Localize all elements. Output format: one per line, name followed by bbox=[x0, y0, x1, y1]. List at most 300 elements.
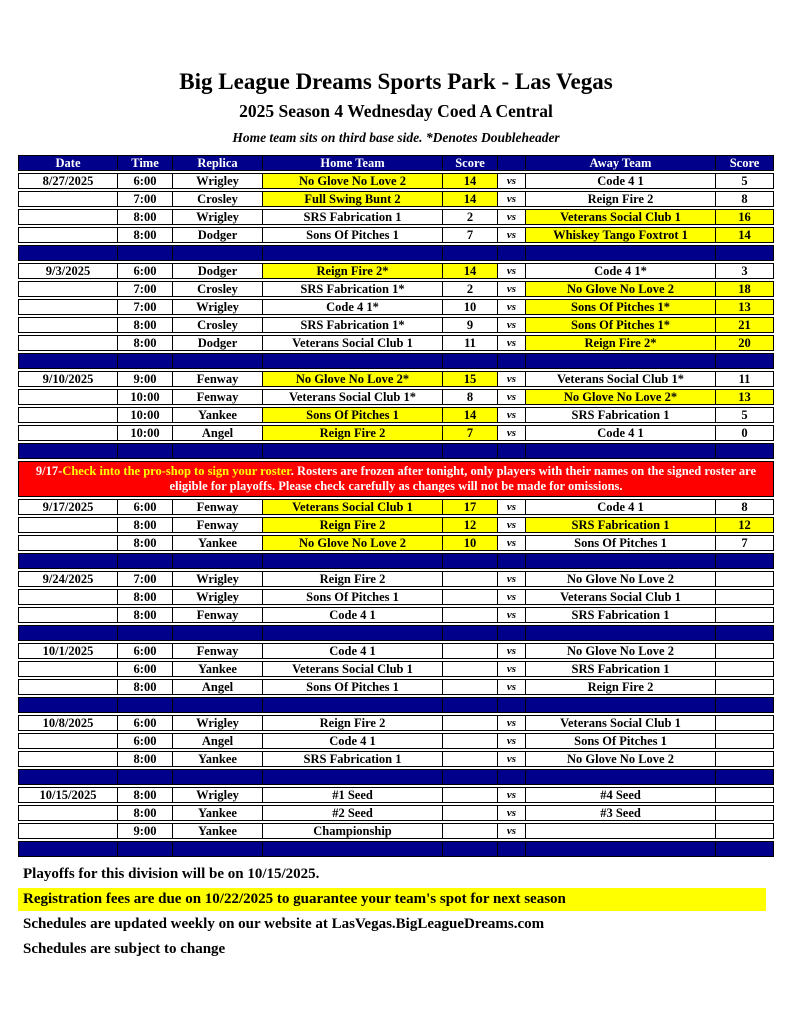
home-team-cell: SRS Fabrication 1 bbox=[263, 209, 443, 225]
notice-segment: . Rosters are frozen after tonight, only players with their names on the signed roster are eligible for playoffs. Please check carefully as changes will not be made for omissions. bbox=[169, 464, 757, 494]
separator-cell bbox=[498, 443, 526, 459]
away-score-cell: 12 bbox=[716, 517, 774, 533]
date-cell bbox=[18, 517, 118, 533]
game-row bbox=[18, 407, 774, 423]
replica-cell: Yankee bbox=[173, 535, 263, 551]
game-row bbox=[18, 571, 774, 587]
separator-row bbox=[18, 625, 774, 641]
time-cell: 8:00 bbox=[118, 607, 173, 623]
separator-cell bbox=[498, 769, 526, 785]
separator-cell bbox=[118, 245, 173, 261]
date-cell bbox=[18, 191, 118, 207]
separator-cell bbox=[263, 353, 443, 369]
home-team-cell: Reign Fire 2 bbox=[263, 715, 443, 731]
separator-cell bbox=[716, 841, 774, 857]
away-team-cell: Veterans Social Club 1 bbox=[526, 715, 716, 731]
away-team-cell: Veterans Social Club 1 bbox=[526, 209, 716, 225]
vs-cell: vs bbox=[498, 425, 526, 441]
home-score-cell bbox=[443, 733, 498, 749]
header-cell-replica: Replica bbox=[173, 155, 263, 171]
game-row bbox=[18, 299, 774, 315]
footer-subject-to-change-line: Schedules are subject to change bbox=[23, 940, 226, 957]
home-score-cell bbox=[443, 715, 498, 731]
home-team-cell: Veterans Social Club 1* bbox=[263, 389, 443, 405]
separator-cell bbox=[498, 697, 526, 713]
separator-cell bbox=[118, 443, 173, 459]
vs-cell: vs bbox=[498, 335, 526, 351]
vs-cell: vs bbox=[498, 281, 526, 297]
home-score-cell: 7 bbox=[443, 227, 498, 243]
away-team-cell: Code 4 1 bbox=[526, 425, 716, 441]
home-score-cell bbox=[443, 751, 498, 767]
separator-row bbox=[18, 353, 774, 369]
time-cell: 10:00 bbox=[118, 389, 173, 405]
notice-segment: Check into the pro-shop to sign your roster bbox=[62, 464, 291, 479]
game-row bbox=[18, 733, 774, 749]
away-team-cell: Veterans Social Club 1 bbox=[526, 589, 716, 605]
away-score-cell: 21 bbox=[716, 317, 774, 333]
separator-cell bbox=[263, 697, 443, 713]
separator-cell bbox=[18, 625, 118, 641]
home-score-cell bbox=[443, 589, 498, 605]
header-cell-date: Date bbox=[18, 155, 118, 171]
away-team-cell: Code 4 1 bbox=[526, 173, 716, 189]
home-score-cell: 10 bbox=[443, 299, 498, 315]
home-score-cell: 14 bbox=[443, 407, 498, 423]
away-score-cell: 13 bbox=[716, 299, 774, 315]
separator-cell bbox=[498, 245, 526, 261]
vs-cell: vs bbox=[498, 209, 526, 225]
vs-cell: vs bbox=[498, 733, 526, 749]
away-team-cell: No Glove No Love 2 bbox=[526, 751, 716, 767]
away-score-cell: 13 bbox=[716, 389, 774, 405]
time-cell: 10:00 bbox=[118, 425, 173, 441]
home-team-cell: Reign Fire 2 bbox=[263, 517, 443, 533]
away-score-cell bbox=[716, 715, 774, 731]
replica-cell: Angel bbox=[173, 733, 263, 749]
time-cell: 8:00 bbox=[118, 535, 173, 551]
time-cell: 6:00 bbox=[118, 715, 173, 731]
game-row bbox=[18, 263, 774, 279]
home-team-cell: No Glove No Love 2* bbox=[263, 371, 443, 387]
replica-cell: Wrigley bbox=[173, 173, 263, 189]
away-team-cell: SRS Fabrication 1 bbox=[526, 607, 716, 623]
time-cell: 8:00 bbox=[118, 787, 173, 803]
replica-cell: Wrigley bbox=[173, 571, 263, 587]
away-score-cell: 8 bbox=[716, 499, 774, 515]
separator-cell bbox=[263, 245, 443, 261]
away-score-cell bbox=[716, 571, 774, 587]
date-cell bbox=[18, 733, 118, 749]
schedule-table bbox=[18, 155, 774, 857]
header-cell-score: Score bbox=[443, 155, 498, 171]
game-row bbox=[18, 589, 774, 605]
away-team-cell: Reign Fire 2 bbox=[526, 679, 716, 695]
vs-cell: vs bbox=[498, 191, 526, 207]
date-cell bbox=[18, 751, 118, 767]
separator-cell bbox=[263, 625, 443, 641]
home-score-cell: 17 bbox=[443, 499, 498, 515]
away-team-cell: SRS Fabrication 1 bbox=[526, 517, 716, 533]
date-cell bbox=[18, 317, 118, 333]
vs-cell: vs bbox=[498, 805, 526, 821]
home-score-cell: 12 bbox=[443, 517, 498, 533]
time-cell: 8:00 bbox=[118, 679, 173, 695]
away-score-cell: 3 bbox=[716, 263, 774, 279]
replica-cell: Crosley bbox=[173, 317, 263, 333]
separator-row bbox=[18, 245, 774, 261]
date-cell bbox=[18, 425, 118, 441]
footer bbox=[18, 863, 774, 960]
game-row bbox=[18, 805, 774, 821]
away-score-cell: 5 bbox=[716, 173, 774, 189]
home-score-cell: 2 bbox=[443, 281, 498, 297]
separator-cell bbox=[263, 769, 443, 785]
home-team-cell: SRS Fabrication 1 bbox=[263, 751, 443, 767]
home-team-cell: Veterans Social Club 1 bbox=[263, 335, 443, 351]
date-cell: 9/3/2025 bbox=[18, 263, 118, 279]
home-team-cell: Code 4 1* bbox=[263, 299, 443, 315]
game-row bbox=[18, 679, 774, 695]
date-cell bbox=[18, 407, 118, 423]
separator-cell bbox=[498, 553, 526, 569]
date-cell bbox=[18, 335, 118, 351]
away-score-cell: 5 bbox=[716, 407, 774, 423]
away-score-cell: 16 bbox=[716, 209, 774, 225]
away-score-cell: 18 bbox=[716, 281, 774, 297]
separator-row bbox=[18, 553, 774, 569]
date-cell bbox=[18, 389, 118, 405]
home-team-cell: Championship bbox=[263, 823, 443, 839]
away-score-cell bbox=[716, 823, 774, 839]
away-score-cell bbox=[716, 805, 774, 821]
date-cell: 10/8/2025 bbox=[18, 715, 118, 731]
separator-cell bbox=[443, 245, 498, 261]
separator-cell bbox=[118, 841, 173, 857]
away-team-cell: SRS Fabrication 1 bbox=[526, 661, 716, 677]
home-score-cell: 14 bbox=[443, 263, 498, 279]
away-score-cell: 7 bbox=[716, 535, 774, 551]
home-team-cell: Sons Of Pitches 1 bbox=[263, 407, 443, 423]
away-score-cell bbox=[716, 751, 774, 767]
separator-cell bbox=[498, 353, 526, 369]
separator-cell bbox=[498, 625, 526, 641]
separator-cell bbox=[18, 443, 118, 459]
vs-cell: vs bbox=[498, 589, 526, 605]
date-cell: 9/10/2025 bbox=[18, 371, 118, 387]
home-team-cell: Code 4 1 bbox=[263, 643, 443, 659]
roster-notice bbox=[18, 461, 774, 497]
separator-cell bbox=[526, 353, 716, 369]
time-cell: 8:00 bbox=[118, 589, 173, 605]
replica-cell: Wrigley bbox=[173, 299, 263, 315]
vs-cell: vs bbox=[498, 679, 526, 695]
time-cell: 9:00 bbox=[118, 823, 173, 839]
home-team-cell: No Glove No Love 2 bbox=[263, 173, 443, 189]
replica-cell: Yankee bbox=[173, 661, 263, 677]
time-cell: 7:00 bbox=[118, 571, 173, 587]
replica-cell: Yankee bbox=[173, 407, 263, 423]
time-cell: 6:00 bbox=[118, 643, 173, 659]
time-cell: 8:00 bbox=[118, 805, 173, 821]
away-score-cell bbox=[716, 679, 774, 695]
header-cell-away-team: Away Team bbox=[526, 155, 716, 171]
away-team-cell: Sons Of Pitches 1* bbox=[526, 317, 716, 333]
vs-cell: vs bbox=[498, 389, 526, 405]
vs-cell: vs bbox=[498, 499, 526, 515]
date-cell bbox=[18, 227, 118, 243]
separator-cell bbox=[443, 353, 498, 369]
date-cell bbox=[18, 209, 118, 225]
header-cell-time: Time bbox=[118, 155, 173, 171]
time-cell: 8:00 bbox=[118, 751, 173, 767]
away-score-cell bbox=[716, 787, 774, 803]
separator-cell bbox=[18, 841, 118, 857]
home-team-note: Home team sits on third base side. *Denotes Doubleheader bbox=[232, 130, 560, 146]
separator-cell bbox=[173, 245, 263, 261]
separator-cell bbox=[118, 697, 173, 713]
home-team-cell: Sons Of Pitches 1 bbox=[263, 679, 443, 695]
separator-cell bbox=[173, 697, 263, 713]
game-row bbox=[18, 227, 774, 243]
home-team-cell: Code 4 1 bbox=[263, 607, 443, 623]
separator-cell bbox=[526, 443, 716, 459]
game-row bbox=[18, 173, 774, 189]
date-cell: 9/24/2025 bbox=[18, 571, 118, 587]
date-cell: 9/17/2025 bbox=[18, 499, 118, 515]
footer-website-line: Schedules are updated weekly on our website at LasVegas.BigLeagueDreams.com bbox=[23, 915, 545, 932]
home-score-cell: 15 bbox=[443, 371, 498, 387]
replica-cell: Angel bbox=[173, 679, 263, 695]
home-team-cell: Veterans Social Club 1 bbox=[263, 499, 443, 515]
separator-cell bbox=[173, 769, 263, 785]
away-team-cell: Code 4 1 bbox=[526, 499, 716, 515]
replica-cell: Fenway bbox=[173, 607, 263, 623]
separator-cell bbox=[526, 625, 716, 641]
home-score-cell: 11 bbox=[443, 335, 498, 351]
game-row bbox=[18, 517, 774, 533]
away-score-cell bbox=[716, 733, 774, 749]
vs-cell: vs bbox=[498, 787, 526, 803]
separator-cell bbox=[498, 841, 526, 857]
home-team-cell: Reign Fire 2 bbox=[263, 571, 443, 587]
separator-cell bbox=[526, 553, 716, 569]
away-score-cell bbox=[716, 661, 774, 677]
away-team-cell: Sons Of Pitches 1* bbox=[526, 299, 716, 315]
game-row bbox=[18, 389, 774, 405]
away-team-cell: No Glove No Love 2* bbox=[526, 389, 716, 405]
notice-row bbox=[18, 461, 774, 497]
game-row bbox=[18, 317, 774, 333]
replica-cell: Crosley bbox=[173, 191, 263, 207]
time-cell: 8:00 bbox=[118, 317, 173, 333]
home-score-cell bbox=[443, 661, 498, 677]
time-cell: 6:00 bbox=[118, 173, 173, 189]
separator-row bbox=[18, 769, 774, 785]
replica-cell: Wrigley bbox=[173, 589, 263, 605]
away-team-cell: SRS Fabrication 1 bbox=[526, 407, 716, 423]
game-row bbox=[18, 823, 774, 839]
separator-cell bbox=[173, 553, 263, 569]
replica-cell: Wrigley bbox=[173, 715, 263, 731]
away-team-cell: Reign Fire 2* bbox=[526, 335, 716, 351]
separator-cell bbox=[716, 769, 774, 785]
separator-row bbox=[18, 443, 774, 459]
away-score-cell bbox=[716, 643, 774, 659]
away-score-cell: 20 bbox=[716, 335, 774, 351]
away-team-cell bbox=[526, 823, 716, 839]
separator-cell bbox=[526, 697, 716, 713]
time-cell: 6:00 bbox=[118, 733, 173, 749]
home-score-cell: 7 bbox=[443, 425, 498, 441]
footer-registration-line: Registration fees are due on 10/22/2025 to guarantee your team's spot for next season bbox=[18, 888, 766, 911]
header-cell-vs bbox=[498, 155, 526, 171]
away-team-cell: Sons Of Pitches 1 bbox=[526, 733, 716, 749]
away-team-cell: Whiskey Tango Foxtrot 1 bbox=[526, 227, 716, 243]
away-score-cell bbox=[716, 589, 774, 605]
separator-cell bbox=[18, 697, 118, 713]
separator-cell bbox=[263, 841, 443, 857]
home-score-cell bbox=[443, 643, 498, 659]
separator-cell bbox=[443, 553, 498, 569]
game-row bbox=[18, 425, 774, 441]
separator-cell bbox=[716, 245, 774, 261]
separator-cell bbox=[526, 841, 716, 857]
vs-cell: vs bbox=[498, 751, 526, 767]
home-score-cell: 8 bbox=[443, 389, 498, 405]
replica-cell: Dodger bbox=[173, 335, 263, 351]
separator-cell bbox=[118, 769, 173, 785]
vs-cell: vs bbox=[498, 173, 526, 189]
time-cell: 8:00 bbox=[118, 335, 173, 351]
time-cell: 6:00 bbox=[118, 263, 173, 279]
time-cell: 7:00 bbox=[118, 191, 173, 207]
time-cell: 6:00 bbox=[118, 499, 173, 515]
separator-cell bbox=[118, 553, 173, 569]
separator-cell bbox=[263, 443, 443, 459]
separator-cell bbox=[173, 353, 263, 369]
replica-cell: Fenway bbox=[173, 517, 263, 533]
home-score-cell: 14 bbox=[443, 191, 498, 207]
vs-cell: vs bbox=[498, 535, 526, 551]
game-row bbox=[18, 335, 774, 351]
separator-cell bbox=[443, 769, 498, 785]
vs-cell: vs bbox=[498, 317, 526, 333]
vs-cell: vs bbox=[498, 299, 526, 315]
replica-cell: Fenway bbox=[173, 371, 263, 387]
replica-cell: Dodger bbox=[173, 227, 263, 243]
away-team-cell: Veterans Social Club 1* bbox=[526, 371, 716, 387]
replica-cell: Yankee bbox=[173, 751, 263, 767]
separator-cell bbox=[173, 841, 263, 857]
separator-cell bbox=[716, 443, 774, 459]
replica-cell: Fenway bbox=[173, 389, 263, 405]
time-cell: 7:00 bbox=[118, 281, 173, 297]
home-team-cell: SRS Fabrication 1* bbox=[263, 317, 443, 333]
home-score-cell bbox=[443, 823, 498, 839]
header-cell-score: Score bbox=[716, 155, 774, 171]
away-score-cell: 11 bbox=[716, 371, 774, 387]
home-score-cell: 9 bbox=[443, 317, 498, 333]
date-cell bbox=[18, 299, 118, 315]
game-row bbox=[18, 209, 774, 225]
date-cell: 10/15/2025 bbox=[18, 787, 118, 803]
vs-cell: vs bbox=[498, 607, 526, 623]
game-row bbox=[18, 281, 774, 297]
away-team-cell: Code 4 1* bbox=[526, 263, 716, 279]
game-row bbox=[18, 371, 774, 387]
header-cell-home-team: Home Team bbox=[263, 155, 443, 171]
home-score-cell: 14 bbox=[443, 173, 498, 189]
separator-cell bbox=[443, 625, 498, 641]
home-score-cell bbox=[443, 607, 498, 623]
separator-cell bbox=[716, 353, 774, 369]
time-cell: 8:00 bbox=[118, 517, 173, 533]
home-score-cell bbox=[443, 805, 498, 821]
separator-cell bbox=[716, 697, 774, 713]
separator-cell bbox=[18, 353, 118, 369]
away-score-cell: 14 bbox=[716, 227, 774, 243]
notice-segment: 9/17- bbox=[35, 464, 63, 479]
replica-cell: Yankee bbox=[173, 823, 263, 839]
separator-cell bbox=[118, 625, 173, 641]
separator-cell bbox=[443, 697, 498, 713]
page-title: Big League Dreams Sports Park - Las Vegas bbox=[179, 69, 613, 94]
away-score-cell: 0 bbox=[716, 425, 774, 441]
away-score-cell bbox=[716, 607, 774, 623]
date-cell bbox=[18, 823, 118, 839]
home-score-cell: 10 bbox=[443, 535, 498, 551]
separator-cell bbox=[443, 443, 498, 459]
home-team-cell: No Glove No Love 2 bbox=[263, 535, 443, 551]
home-team-cell: #2 Seed bbox=[263, 805, 443, 821]
time-cell: 8:00 bbox=[118, 227, 173, 243]
vs-cell: vs bbox=[498, 823, 526, 839]
vs-cell: vs bbox=[498, 407, 526, 423]
date-cell bbox=[18, 607, 118, 623]
separator-cell bbox=[173, 443, 263, 459]
home-score-cell bbox=[443, 571, 498, 587]
separator-cell bbox=[173, 625, 263, 641]
separator-row bbox=[18, 841, 774, 857]
game-row bbox=[18, 787, 774, 803]
separator-cell bbox=[443, 841, 498, 857]
vs-cell: vs bbox=[498, 227, 526, 243]
game-row bbox=[18, 643, 774, 659]
home-team-cell: SRS Fabrication 1* bbox=[263, 281, 443, 297]
game-row bbox=[18, 607, 774, 623]
vs-cell: vs bbox=[498, 643, 526, 659]
away-team-cell: No Glove No Love 2 bbox=[526, 643, 716, 659]
date-cell: 10/1/2025 bbox=[18, 643, 118, 659]
replica-cell: Yankee bbox=[173, 805, 263, 821]
replica-cell: Fenway bbox=[173, 499, 263, 515]
time-cell: 10:00 bbox=[118, 407, 173, 423]
date-cell bbox=[18, 661, 118, 677]
separator-cell bbox=[716, 553, 774, 569]
home-score-cell: 2 bbox=[443, 209, 498, 225]
time-cell: 7:00 bbox=[118, 299, 173, 315]
replica-cell: Fenway bbox=[173, 643, 263, 659]
time-cell: 6:00 bbox=[118, 661, 173, 677]
vs-cell: vs bbox=[498, 517, 526, 533]
vs-cell: vs bbox=[498, 371, 526, 387]
replica-cell: Dodger bbox=[173, 263, 263, 279]
home-team-cell: Sons Of Pitches 1 bbox=[263, 227, 443, 243]
vs-cell: vs bbox=[498, 715, 526, 731]
home-team-cell: Sons Of Pitches 1 bbox=[263, 589, 443, 605]
home-team-cell: #1 Seed bbox=[263, 787, 443, 803]
